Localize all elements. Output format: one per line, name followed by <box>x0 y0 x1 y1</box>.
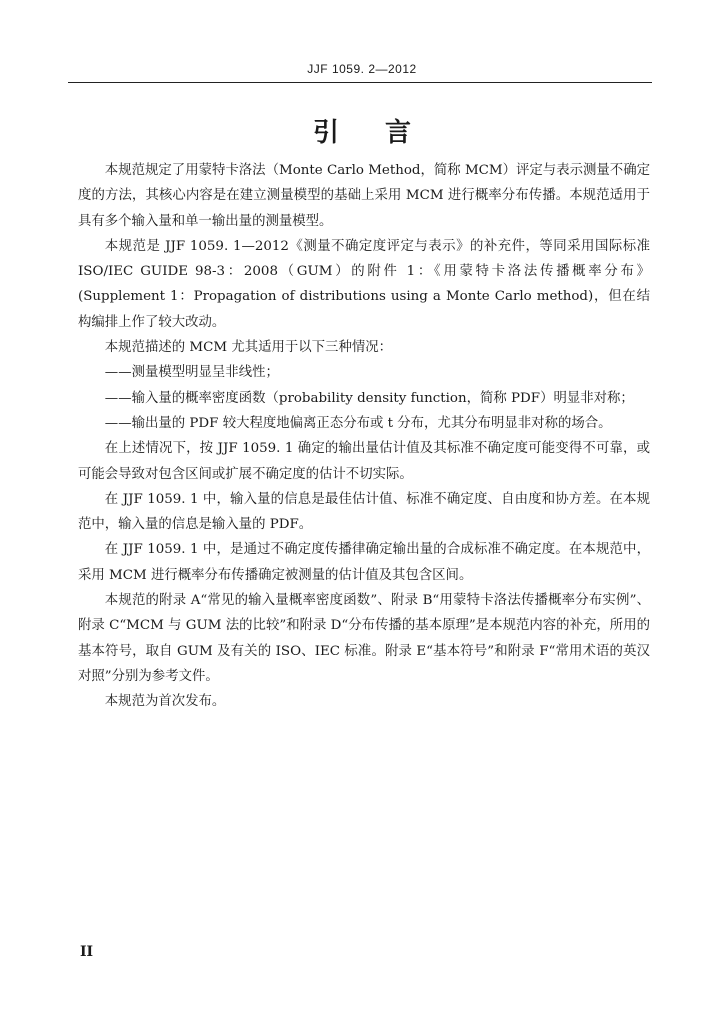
paragraph: 在 JJF 1059. 1 中，输入量的信息是最佳估计值、标准不确定度、自由度和协方差。在本规范中，输入量的信息是输入量的 PDF。 <box>78 491 650 533</box>
list-item: ——输出量的 PDF 较大程度地偏离正态分布或 t 分布，尤其分布明显非对称的场合。 <box>104 415 612 431</box>
body-text <box>78 158 650 715</box>
section-title: 引言 <box>312 118 457 148</box>
paragraph: 本规范规定了用蒙特卡洛法（Monte Carlo Method，简称 MCM）评定与表示测量不确定度的方法，其核心内容是在建立测量模型的基础上采用 MCM 进行概率分布传播。本规范适用于具有多个输入量和单一输出量的测量模型。 <box>78 163 650 229</box>
paragraph: 本规范是 JJF 1059. 1—2012《测量不确定度评定与表示》的补充件，等同采用国际标准 ISO/IEC GUIDE 98-3：2008（GUM）的附件 1：《用蒙特卡洛法传播概率分布》(Supplement 1：Propagation of distributions using a Monte Carlo method)，但在结构编排上作了较大改动。 <box>78 238 650 330</box>
paragraph: 本规范为首次发布。 <box>104 694 226 710</box>
paragraph: 本规范的附录 A“常见的输入量概率密度函数”、附录 B“用蒙特卡洛法传播概率分布实例”、附录 C“MCM 与 GUM 法的比较”和附录 D“分布传播的基本原理”是本规范内容的补充，所用的基本符号，取自 GUM 及有关的 ISO、IEC 标准。附录 E“基本符号”和附录 F“常用术语的英汉对照”分别为参考文件。 <box>78 593 650 684</box>
header-rule <box>68 82 652 83</box>
paragraph: 在 JJF 1059. 1 中，是通过不确定度传播律确定输出量的合成标准不确定度。在本规范中，采用 MCM 进行概率分布传播确定被测量的估计值及其包含区间。 <box>78 542 650 583</box>
paragraph: 在上述情况下，按 JJF 1059. 1 确定的输出量估计值及其标准不确定度可能变得不可靠，或可能会导致对包含区间或扩展不确定度的估计不切实际。 <box>78 441 650 482</box>
paragraph: 本规范描述的 MCM 尤其适用于以下三种情况： <box>104 340 393 356</box>
list-item: ——输入量的概率密度函数（probability density function，简称 PDF）明显非对称； <box>104 390 634 406</box>
page-number: II <box>80 944 94 960</box>
list-item: ——测量模型明显呈非线性； <box>104 365 279 381</box>
standard-code-header: JJF 1059. 2—2012 <box>307 62 417 76</box>
